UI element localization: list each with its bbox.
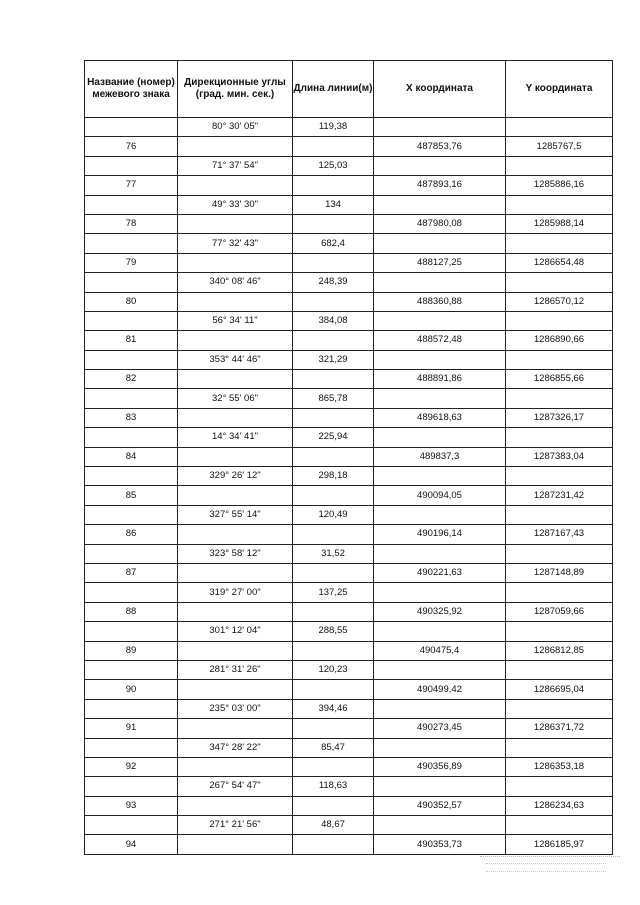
empty-cell — [178, 137, 293, 156]
marker-name-cell: 77 — [85, 176, 178, 195]
empty-cell — [85, 544, 178, 563]
empty-cell — [374, 311, 506, 330]
empty-cell — [85, 816, 178, 835]
line-length-cell: 682,4 — [293, 234, 374, 253]
empty-cell — [506, 350, 613, 369]
point-row — [85, 331, 613, 350]
x-coordinate-cell: 488891,86 — [374, 370, 506, 389]
y-coordinate-cell: 1286890,66 — [506, 331, 613, 350]
x-coordinate-cell: 488360,88 — [374, 292, 506, 311]
marker-name-cell: 85 — [85, 486, 178, 505]
segment-row — [85, 505, 613, 524]
direction-angle-cell: 281° 31' 26" — [178, 660, 293, 679]
empty-cell — [374, 156, 506, 175]
empty-cell — [506, 428, 613, 447]
direction-angle-cell: 267° 54' 47" — [178, 777, 293, 796]
point-row — [85, 176, 613, 195]
empty-cell — [293, 447, 374, 466]
empty-cell — [85, 156, 178, 175]
marker-name-cell: 91 — [85, 719, 178, 738]
empty-cell — [85, 777, 178, 796]
empty-cell — [506, 234, 613, 253]
line-length-cell: 384,08 — [293, 311, 374, 330]
direction-angle-cell: 353° 44' 46" — [178, 350, 293, 369]
empty-cell — [85, 622, 178, 641]
y-coordinate-cell: 1286855,66 — [506, 370, 613, 389]
y-coordinate-cell: 1286353,18 — [506, 757, 613, 776]
header-marker-name: Название (номер) межевого знака — [85, 61, 178, 118]
marker-name-cell: 93 — [85, 796, 178, 815]
empty-cell — [178, 602, 293, 621]
empty-cell — [178, 214, 293, 233]
y-coordinate-cell: 1285886,16 — [506, 176, 613, 195]
direction-angle-cell: 327° 55' 14" — [178, 505, 293, 524]
direction-angle-cell: 319° 27' 00" — [178, 583, 293, 602]
x-coordinate-cell: 490352,57 — [374, 796, 506, 815]
empty-cell — [178, 563, 293, 582]
empty-cell — [293, 370, 374, 389]
direction-angle-cell: 14° 34' 41" — [178, 428, 293, 447]
x-coordinate-cell: 487893,16 — [374, 176, 506, 195]
line-length-cell: 31,52 — [293, 544, 374, 563]
empty-cell — [506, 699, 613, 718]
empty-cell — [506, 467, 613, 486]
x-coordinate-cell: 488572,48 — [374, 331, 506, 350]
empty-cell — [293, 408, 374, 427]
empty-cell — [293, 796, 374, 815]
empty-cell — [178, 757, 293, 776]
direction-angle-cell: 329° 26' 12" — [178, 467, 293, 486]
segment-row — [85, 350, 613, 369]
segment-row — [85, 118, 613, 137]
empty-cell — [506, 777, 613, 796]
empty-cell — [374, 738, 506, 757]
marker-name-cell: 80 — [85, 292, 178, 311]
empty-cell — [178, 447, 293, 466]
point-row — [85, 563, 613, 582]
y-coordinate-cell: 1285988,14 — [506, 214, 613, 233]
empty-cell — [85, 738, 178, 757]
point-row — [85, 602, 613, 621]
marker-name-cell: 90 — [85, 680, 178, 699]
point-row — [85, 292, 613, 311]
empty-cell — [178, 796, 293, 815]
point-row — [85, 370, 613, 389]
line-length-cell: 248,39 — [293, 273, 374, 292]
empty-cell — [293, 835, 374, 854]
empty-cell — [374, 660, 506, 679]
line-length-cell: 321,29 — [293, 350, 374, 369]
empty-cell — [178, 292, 293, 311]
empty-cell — [506, 389, 613, 408]
point-row — [85, 680, 613, 699]
y-coordinate-cell: 1287383,04 — [506, 447, 613, 466]
direction-angle-cell: 49° 33' 30" — [178, 195, 293, 214]
empty-cell — [506, 156, 613, 175]
x-coordinate-cell: 490356,89 — [374, 757, 506, 776]
header-direction-angle: Дирекционные углы (град. мин. сек.) — [178, 61, 293, 118]
empty-cell — [374, 350, 506, 369]
x-coordinate-cell: 490273,45 — [374, 719, 506, 738]
y-coordinate-cell: 1286695,04 — [506, 680, 613, 699]
direction-angle-cell: 71° 37' 54" — [178, 156, 293, 175]
marker-name-cell: 88 — [85, 602, 178, 621]
marker-name-cell: 84 — [85, 447, 178, 466]
x-coordinate-cell: 489618,63 — [374, 408, 506, 427]
empty-cell — [506, 544, 613, 563]
empty-cell — [293, 253, 374, 272]
line-length-cell: 298,18 — [293, 467, 374, 486]
point-row — [85, 486, 613, 505]
x-coordinate-cell: 488127,25 — [374, 253, 506, 272]
empty-cell — [178, 525, 293, 544]
empty-cell — [178, 408, 293, 427]
x-coordinate-cell: 490499,42 — [374, 680, 506, 699]
segment-row — [85, 389, 613, 408]
empty-cell — [506, 273, 613, 292]
x-coordinate-cell: 487980,08 — [374, 214, 506, 233]
segment-row — [85, 699, 613, 718]
empty-cell — [293, 525, 374, 544]
empty-cell — [178, 486, 293, 505]
empty-cell — [374, 583, 506, 602]
empty-cell — [178, 370, 293, 389]
empty-cell — [293, 757, 374, 776]
empty-cell — [506, 195, 613, 214]
line-length-cell: 225,94 — [293, 428, 374, 447]
empty-cell — [374, 622, 506, 641]
point-row — [85, 253, 613, 272]
segment-row — [85, 273, 613, 292]
marker-name-cell: 82 — [85, 370, 178, 389]
marker-name-cell: 94 — [85, 835, 178, 854]
point-row — [85, 719, 613, 738]
segment-row — [85, 777, 613, 796]
table-body — [85, 118, 613, 855]
empty-cell — [506, 738, 613, 757]
y-coordinate-cell: 1287326,17 — [506, 408, 613, 427]
line-length-cell: 125,03 — [293, 156, 374, 175]
empty-cell — [374, 389, 506, 408]
line-length-cell: 394,46 — [293, 699, 374, 718]
y-coordinate-cell: 1286234,63 — [506, 796, 613, 815]
segment-row — [85, 195, 613, 214]
empty-cell — [85, 273, 178, 292]
x-coordinate-cell: 490196,14 — [374, 525, 506, 544]
direction-angle-cell: 347° 28' 22" — [178, 738, 293, 757]
empty-cell — [85, 583, 178, 602]
empty-cell — [374, 428, 506, 447]
y-coordinate-cell: 1285767,5 — [506, 137, 613, 156]
marker-name-cell: 79 — [85, 253, 178, 272]
direction-angle-cell: 323° 58' 12" — [178, 544, 293, 563]
empty-cell — [293, 641, 374, 660]
empty-cell — [506, 118, 613, 137]
empty-cell — [506, 622, 613, 641]
empty-cell — [293, 602, 374, 621]
segment-row — [85, 738, 613, 757]
empty-cell — [178, 641, 293, 660]
x-coordinate-cell: 490353,73 — [374, 835, 506, 854]
empty-cell — [293, 719, 374, 738]
empty-cell — [374, 505, 506, 524]
empty-cell — [178, 719, 293, 738]
marker-name-cell: 83 — [85, 408, 178, 427]
marker-name-cell: 87 — [85, 563, 178, 582]
marker-name-cell: 86 — [85, 525, 178, 544]
header-y-coordinate: Y координата — [506, 61, 613, 118]
empty-cell — [85, 467, 178, 486]
marker-name-cell: 89 — [85, 641, 178, 660]
empty-cell — [178, 680, 293, 699]
y-coordinate-cell: 1286371,72 — [506, 719, 613, 738]
y-coordinate-cell: 1287148,89 — [506, 563, 613, 582]
line-length-cell: 119,38 — [293, 118, 374, 137]
point-row — [85, 214, 613, 233]
empty-cell — [178, 253, 293, 272]
empty-cell — [506, 311, 613, 330]
empty-cell — [85, 350, 178, 369]
marker-name-cell: 76 — [85, 137, 178, 156]
empty-cell — [293, 486, 374, 505]
empty-cell — [85, 428, 178, 447]
direction-angle-cell: 301° 12' 04" — [178, 622, 293, 641]
direction-angle-cell: 235° 03' 00" — [178, 699, 293, 718]
direction-angle-cell: 56° 34' 11" — [178, 311, 293, 330]
line-length-cell: 120,49 — [293, 505, 374, 524]
y-coordinate-cell: 1286812,85 — [506, 641, 613, 660]
empty-cell — [178, 176, 293, 195]
marker-name-cell: 81 — [85, 331, 178, 350]
empty-cell — [374, 544, 506, 563]
empty-cell — [293, 680, 374, 699]
line-length-cell: 288,55 — [293, 622, 374, 641]
empty-cell — [374, 777, 506, 796]
line-length-cell: 85,47 — [293, 738, 374, 757]
x-coordinate-cell: 487853,76 — [374, 137, 506, 156]
y-coordinate-cell: 1287059,66 — [506, 602, 613, 621]
empty-cell — [85, 389, 178, 408]
header-line-length: Длина линии(м) — [293, 61, 374, 118]
direction-angle-cell: 340° 08' 46" — [178, 273, 293, 292]
segment-row — [85, 428, 613, 447]
direction-angle-cell: 77° 32' 43" — [178, 234, 293, 253]
empty-cell — [506, 660, 613, 679]
point-row — [85, 796, 613, 815]
empty-cell — [293, 214, 374, 233]
empty-cell — [85, 311, 178, 330]
x-coordinate-cell: 489837,3 — [374, 447, 506, 466]
line-length-cell: 120,23 — [293, 660, 374, 679]
empty-cell — [85, 234, 178, 253]
line-length-cell: 865,78 — [293, 389, 374, 408]
point-row — [85, 757, 613, 776]
direction-angle-cell: 80° 30' 05" — [178, 118, 293, 137]
y-coordinate-cell: 1287231,42 — [506, 486, 613, 505]
point-row — [85, 835, 613, 854]
segment-row — [85, 622, 613, 641]
y-coordinate-cell: 1286654,48 — [506, 253, 613, 272]
segment-row — [85, 467, 613, 486]
empty-cell — [374, 234, 506, 253]
empty-cell — [85, 118, 178, 137]
empty-cell — [293, 331, 374, 350]
segment-row — [85, 311, 613, 330]
table-header-row — [85, 61, 613, 118]
marker-name-cell: 78 — [85, 214, 178, 233]
segment-row — [85, 156, 613, 175]
line-length-cell: 48,67 — [293, 816, 374, 835]
y-coordinate-cell: 1286185,97 — [506, 835, 613, 854]
segment-row — [85, 583, 613, 602]
point-row — [85, 447, 613, 466]
empty-cell — [178, 331, 293, 350]
empty-cell — [506, 505, 613, 524]
empty-cell — [374, 195, 506, 214]
empty-cell — [374, 118, 506, 137]
point-row — [85, 641, 613, 660]
x-coordinate-cell: 490094,05 — [374, 486, 506, 505]
line-length-cell: 137,25 — [293, 583, 374, 602]
empty-cell — [374, 816, 506, 835]
point-row — [85, 525, 613, 544]
segment-row — [85, 234, 613, 253]
x-coordinate-cell: 490325,92 — [374, 602, 506, 621]
empty-cell — [85, 699, 178, 718]
y-coordinate-cell: 1286570,12 — [506, 292, 613, 311]
line-length-cell: 118,63 — [293, 777, 374, 796]
empty-cell — [85, 505, 178, 524]
empty-cell — [374, 467, 506, 486]
direction-angle-cell: 32° 55' 06" — [178, 389, 293, 408]
segment-row — [85, 544, 613, 563]
empty-cell — [506, 816, 613, 835]
segment-row — [85, 816, 613, 835]
empty-cell — [293, 176, 374, 195]
header-x-coordinate: X координата — [374, 61, 506, 118]
segment-row — [85, 660, 613, 679]
faint-stamp-mark — [480, 856, 620, 887]
boundary-coordinates-table — [84, 60, 613, 855]
marker-name-cell: 92 — [85, 757, 178, 776]
empty-cell — [293, 563, 374, 582]
point-row — [85, 408, 613, 427]
empty-cell — [85, 660, 178, 679]
empty-cell — [374, 273, 506, 292]
empty-cell — [85, 195, 178, 214]
empty-cell — [293, 137, 374, 156]
y-coordinate-cell: 1287167,43 — [506, 525, 613, 544]
empty-cell — [293, 292, 374, 311]
empty-cell — [506, 583, 613, 602]
direction-angle-cell: 271° 21' 56" — [178, 816, 293, 835]
empty-cell — [178, 835, 293, 854]
x-coordinate-cell: 490221,63 — [374, 563, 506, 582]
x-coordinate-cell: 490475,4 — [374, 641, 506, 660]
empty-cell — [374, 699, 506, 718]
point-row — [85, 137, 613, 156]
line-length-cell: 134 — [293, 195, 374, 214]
